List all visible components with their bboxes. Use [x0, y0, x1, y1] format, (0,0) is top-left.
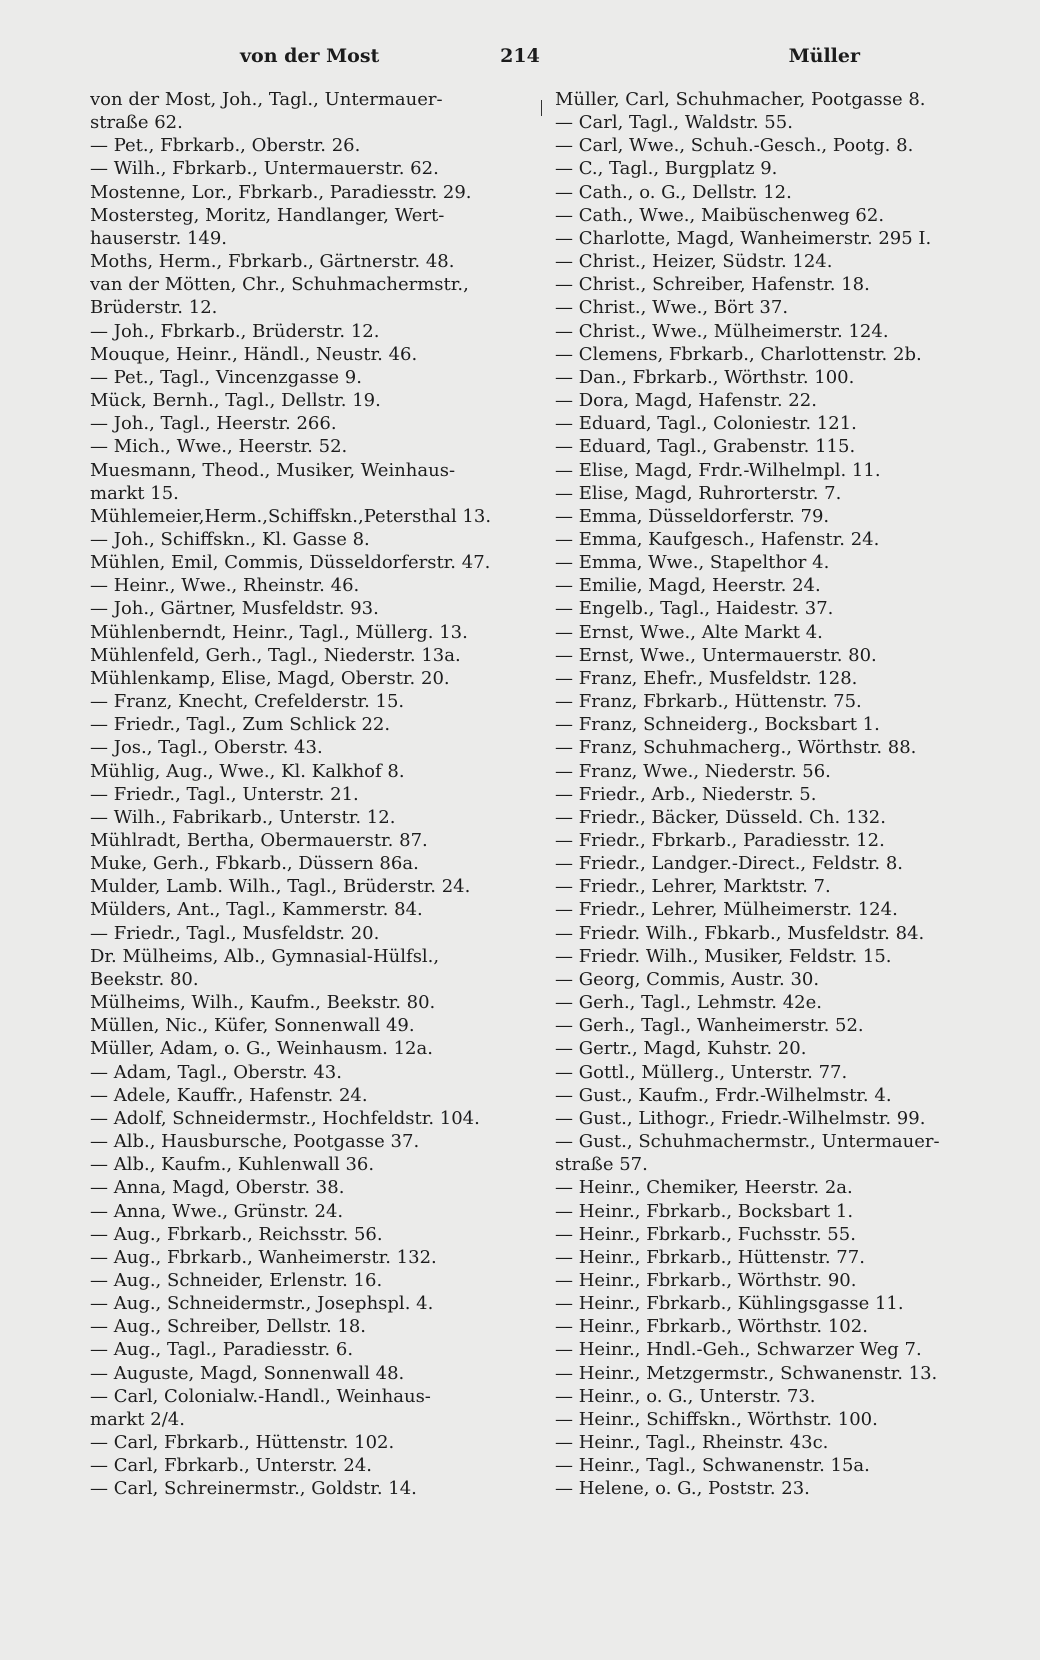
left-column	[90, 88, 542, 1501]
directory-entry: — Heinr., Fbrkarb., Wörthstr. 90.	[555, 1269, 857, 1291]
directory-entry: — Gust., Lithogr., Friedr.-Wilhelmstr. 99.	[555, 1107, 926, 1129]
page-number: 214	[500, 45, 540, 67]
directory-entry: — Wilh., Fbrkarb., Untermauerstr. 62.	[90, 158, 439, 180]
directory-entry: Mühlenkamp, Elise, Magd, Oberstr. 20.	[90, 667, 450, 689]
directory-entry: — Gust., Kaufm., Frdr.-Wilhelmstr. 4.	[555, 1084, 892, 1106]
header-left-name: von der Most	[240, 45, 380, 67]
directory-entry: — Carl, Tagl., Waldstr. 55.	[555, 112, 793, 134]
directory-entry: — Dora, Magd, Hafenstr. 22.	[555, 390, 817, 412]
directory-entry: Mülders, Ant., Tagl., Kammerstr. 84.	[90, 899, 423, 921]
directory-entry: — Heinr., Fbrkarb., Fuchsstr. 55.	[555, 1223, 856, 1245]
directory-entry: — Friedr., Tagl., Zum Schlick 22.	[90, 714, 391, 736]
directory-entry: — Pet., Tagl., Vincenzgasse 9.	[90, 366, 362, 388]
directory-entry: — Heinr., Tagl., Schwanenstr. 15a.	[555, 1455, 870, 1477]
directory-entry: — Adam, Tagl., Oberstr. 43.	[90, 1061, 342, 1083]
directory-entry: — Joh., Schiffskn., Kl. Gasse 8.	[90, 528, 370, 550]
directory-entry: — Franz, Schuhmacherg., Wörthstr. 88.	[555, 737, 917, 759]
directory-entry: — Helene, o. G., Poststr. 23.	[555, 1478, 810, 1500]
directory-entry: — Heinr., Hndl.-Geh., Schwarzer Weg 7.	[555, 1339, 922, 1361]
directory-entry: markt 15.	[90, 482, 179, 504]
directory-entry: von der Most, Joh., Tagl., Untermauer-	[90, 89, 443, 110]
directory-entry: Mülheims, Wilh., Kaufm., Beekstr. 80.	[90, 992, 436, 1014]
directory-entry: Müllen, Nic., Küfer, Sonnenwall 49.	[90, 1015, 415, 1037]
directory-entry: — Auguste, Magd, Sonnenwall 48.	[90, 1362, 405, 1384]
directory-entry: — Franz, Ehefr., Musfeldstr. 128.	[555, 667, 858, 689]
directory-entry: — Heinr., Fbrkarb., Hüttenstr. 77.	[555, 1246, 865, 1268]
directory-entry: Mühlenberndt, Heinr., Tagl., Müllerg. 13.	[90, 621, 468, 643]
directory-entry: — Carl, Schreinermstr., Goldstr. 14.	[90, 1478, 417, 1500]
directory-entry: — Anna, Magd, Oberstr. 38.	[90, 1177, 345, 1199]
directory-entry: Mostenne, Lor., Fbrkarb., Paradiesstr. 29.	[90, 181, 472, 203]
directory-entry: hauserstr. 149.	[90, 227, 228, 249]
directory-entry: — Christ., Wwe., Bört 37.	[555, 297, 789, 319]
directory-entry: — Emma, Kaufgesch., Hafenstr. 24.	[555, 528, 880, 550]
directory-entry: — Friedr., Lehrer, Marktstr. 7.	[555, 876, 831, 898]
directory-entry: — Carl, Wwe., Schuh.-Gesch., Pootg. 8.	[555, 135, 914, 157]
directory-entry: — Friedr. Wilh., Fbkarb., Musfeldstr. 84.	[555, 922, 925, 944]
header-right-name: Müller	[788, 45, 860, 67]
directory-entry: — Friedr., Tagl., Unterstr. 21.	[90, 783, 359, 805]
directory-entry: Muesmann, Theod., Musiker, Weinhaus-	[90, 459, 456, 481]
directory-entry: Dr. Mülheims, Alb., Gymnasial-Hülfsl.,	[90, 945, 440, 967]
directory-entry: Mulder, Lamb. Wilh., Tagl., Brüderstr. 24.	[90, 876, 471, 898]
directory-entry: Müller, Carl, Schuhmacher, Pootgasse 8.	[555, 89, 926, 110]
directory-entry: — Anna, Wwe., Grünstr. 24.	[90, 1200, 344, 1222]
directory-entry: Beekstr. 80.	[90, 968, 199, 990]
directory-entry: — Clemens, Fbrkarb., Charlottenstr. 2b.	[555, 343, 922, 365]
directory-entry: — Friedr., Arb., Niederstr. 5.	[555, 783, 817, 805]
directory-entry: — Friedr., Fbrkarb., Paradiesstr. 12.	[555, 830, 885, 851]
directory-entry: — Georg, Commis, Austr. 30.	[555, 968, 820, 990]
directory-entry: — Elise, Magd, Frdr.-Wilhelmpl. 11.	[555, 459, 881, 481]
directory-entry: — Christ., Heizer, Südstr. 124.	[555, 251, 833, 273]
directory-entry: — Cath., o. G., Dellstr. 12.	[555, 181, 792, 203]
directory-entry: — Joh., Tagl., Heerstr. 266.	[90, 413, 337, 435]
directory-entry: markt 2/4.	[90, 1408, 185, 1430]
directory-entry: — Heinr., Wwe., Rheinstr. 46.	[90, 575, 360, 597]
directory-entry: — Heinr., Fbrkarb., Kühlingsgasse 11.	[555, 1293, 904, 1315]
directory-entry: — Gust., Schuhmachermstr., Untermauer-	[555, 1131, 940, 1153]
directory-entry: — Gottl., Müllerg., Unterstr. 77.	[555, 1061, 848, 1083]
directory-entry: — Franz, Fbrkarb., Hüttenstr. 75.	[555, 691, 862, 713]
directory-entry: — Eduard, Tagl., Grabenstr. 115.	[555, 436, 856, 458]
directory-entry: — Ernst, Wwe., Untermauerstr. 80.	[555, 644, 877, 666]
directory-entry: — Aug., Schreiber, Dellstr. 18.	[90, 1316, 367, 1338]
directory-entry: — Elise, Magd, Ruhrorterstr. 7.	[555, 482, 842, 504]
directory-entry: — Adolf, Schneidermstr., Hochfeldstr. 104.	[90, 1107, 480, 1129]
directory-entry: — Friedr., Bäcker, Düsseld. Ch. 132.	[555, 806, 886, 828]
directory-entry: — Friedr., Lehrer, Mülheimerstr. 124.	[555, 899, 898, 921]
directory-entry: — Aug., Fbrkarb., Reichsstr. 56.	[90, 1223, 383, 1245]
directory-entry: — Alb., Kaufm., Kuhlenwall 36.	[90, 1154, 375, 1176]
directory-entry: — Heinr., Schiffskn., Wörthstr. 100.	[555, 1408, 878, 1430]
directory-entry: — Gertr., Magd, Kuhstr. 20.	[555, 1038, 807, 1060]
directory-entry: — Aug., Fbrkarb., Wanheimerstr. 132.	[90, 1246, 437, 1268]
directory-entry: Mühlen, Emil, Commis, Düsseldorferstr. 47.	[90, 552, 491, 574]
directory-entry: — Pet., Fbrkarb., Oberstr. 26.	[90, 135, 361, 157]
directory-entry: Muke, Gerh., Fbkarb., Düssern 86a.	[90, 853, 419, 875]
directory-entry: — Carl, Colonialw.-Handl., Weinhaus-	[90, 1385, 431, 1407]
page-header	[90, 45, 950, 79]
directory-entry: Mouque, Heinr., Händl., Neustr. 46.	[90, 343, 418, 365]
directory-entry: — Mich., Wwe., Heerstr. 52.	[90, 436, 348, 458]
directory-entry: — Ernst, Wwe., Alte Markt 4.	[555, 621, 823, 643]
directory-entry: — Eduard, Tagl., Coloniestr. 121.	[555, 413, 857, 435]
directory-entry: Moths, Herm., Fbrkarb., Gärtnerstr. 48.	[90, 251, 455, 273]
directory-entry: Mostersteg, Moritz, Handlanger, Wert-	[90, 204, 445, 226]
directory-entry: — Franz, Wwe., Niederstr. 56.	[555, 760, 831, 782]
directory-entry: — Aug., Tagl., Paradiesstr. 6.	[90, 1339, 354, 1361]
directory-entry: — Aug., Schneider, Erlenstr. 16.	[90, 1269, 383, 1291]
directory-entry: — Jos., Tagl., Oberstr. 43.	[90, 737, 323, 759]
directory-entry: — Carl, Fbrkarb., Unterstr. 24.	[90, 1455, 372, 1477]
directory-entry: — Emma, Düsseldorferstr. 79.	[555, 505, 830, 527]
directory-entry: — Alb., Hausbursche, Pootgasse 37.	[90, 1131, 420, 1153]
directory-entry: Mühlenfeld, Gerh., Tagl., Niederstr. 13a.	[90, 644, 461, 666]
directory-entry: Mühlradt, Bertha, Obermauerstr. 87.	[90, 830, 428, 851]
directory-entry: straße 57.	[555, 1154, 648, 1176]
directory-entry: — Gerh., Tagl., Wanheimerstr. 52.	[555, 1015, 864, 1037]
directory-entry: — Gerh., Tagl., Lehmstr. 42e.	[555, 992, 822, 1014]
directory-entry: — Joh., Gärtner, Musfeldstr. 93.	[90, 598, 379, 620]
directory-entry: — Christ., Wwe., Mülheimerstr. 124.	[555, 320, 889, 342]
directory-entry: — Adele, Kauffr., Hafenstr. 24.	[90, 1084, 368, 1106]
directory-entry: — Heinr., Fbrkarb., Wörthstr. 102.	[555, 1316, 868, 1338]
directory-entry: — Joh., Fbrkarb., Brüderstr. 12.	[90, 320, 380, 342]
directory-entry: Mühlemeier,Herm.,Schiffskn.,Petersthal 13.	[90, 505, 492, 527]
directory-entry: — Engelb., Tagl., Haidestr. 37.	[555, 598, 834, 620]
directory-entry: — Aug., Schneidermstr., Josephspl. 4.	[90, 1293, 434, 1315]
directory-entry: — Friedr., Tagl., Musfeldstr. 20.	[90, 922, 380, 944]
directory-entry: — Emma, Wwe., Stapelthor 4.	[555, 552, 830, 574]
directory-entry: van der Mötten, Chr., Schuhmachermstr.,	[90, 274, 469, 296]
directory-entry: — Dan., Fbrkarb., Wörthstr. 100.	[555, 366, 855, 388]
right-column	[555, 88, 1007, 1501]
directory-entry: — Cath., Wwe., Maibüschenweg 62.	[555, 204, 885, 226]
directory-entry: — Friedr. Wilh., Musiker, Feldstr. 15.	[555, 945, 892, 967]
directory-entry: — C., Tagl., Burgplatz 9.	[555, 158, 778, 180]
directory-entry: — Franz, Schneiderg., Bocksbart 1.	[555, 714, 880, 736]
directory-entry: — Charlotte, Magd, Wanheimerstr. 295 I.	[555, 227, 932, 249]
directory-entry: — Heinr., o. G., Unterstr. 73.	[555, 1385, 816, 1407]
directory-entry: — Franz, Knecht, Crefelderstr. 15.	[90, 691, 405, 713]
directory-entry: — Heinr., Chemiker, Heerstr. 2a.	[555, 1177, 853, 1199]
directory-entry: — Christ., Schreiber, Hafenstr. 18.	[555, 274, 870, 296]
directory-entry: — Heinr., Fbrkarb., Bocksbart 1.	[555, 1200, 854, 1222]
directory-entry: Mühlig, Aug., Wwe., Kl. Kalkhof 8.	[90, 760, 405, 782]
directory-entry: — Carl, Fbrkarb., Hüttenstr. 102.	[90, 1432, 395, 1454]
directory-entry: — Emilie, Magd, Heerstr. 24.	[555, 575, 821, 597]
directory-entry: — Friedr., Landger.-Direct., Feldstr. 8.	[555, 853, 904, 875]
directory-entry: — Wilh., Fabrikarb., Unterstr. 12.	[90, 806, 396, 828]
directory-entry: Brüderstr. 12.	[90, 297, 218, 319]
directory-entry: — Heinr., Metzgermstr., Schwanenstr. 13.	[555, 1362, 938, 1384]
directory-entry: Müller, Adam, o. G., Weinhausm. 12a.	[90, 1038, 433, 1060]
directory-entry: — Heinr., Tagl., Rheinstr. 43c.	[555, 1432, 829, 1454]
directory-entry: Mück, Bernh., Tagl., Dellstr. 19.	[90, 390, 381, 412]
directory-entry: straße 62.	[90, 112, 183, 134]
